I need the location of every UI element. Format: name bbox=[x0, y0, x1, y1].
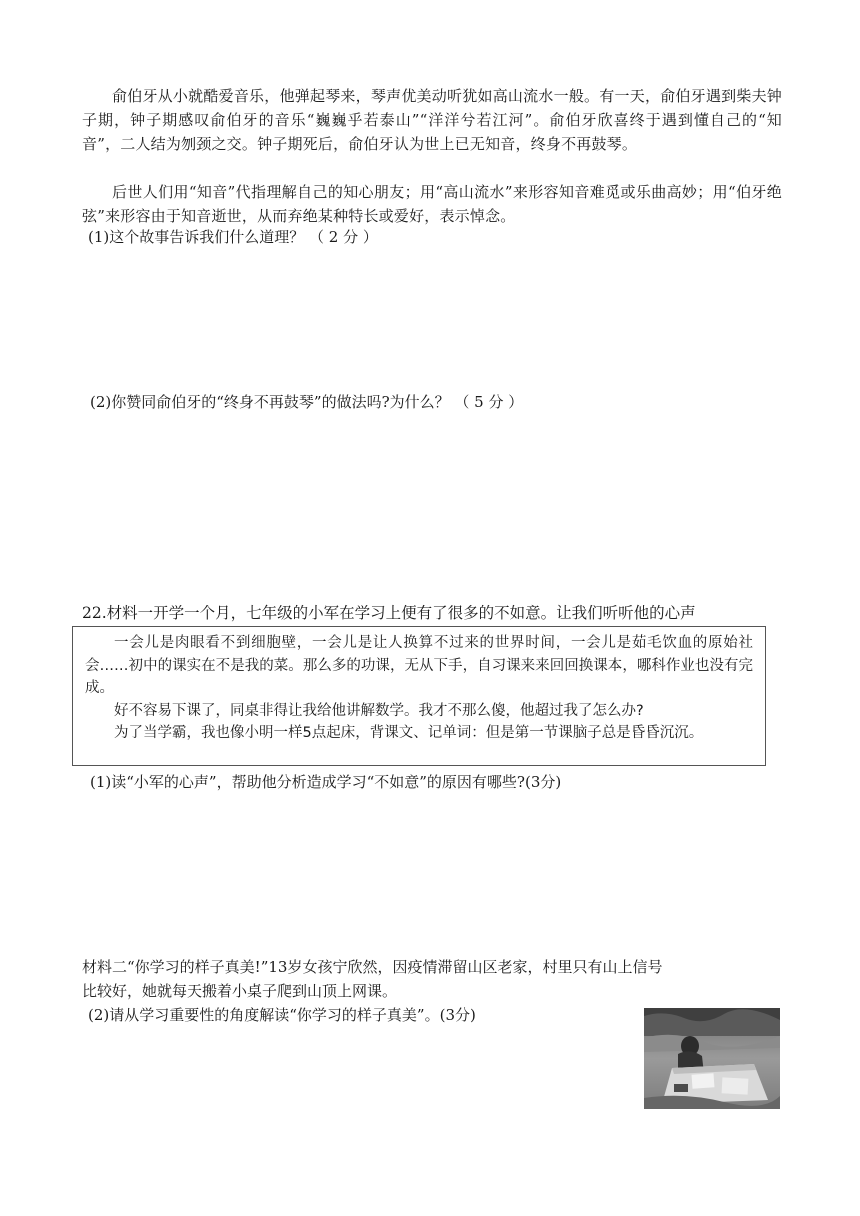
item-22-question-2: (2)请从学习重要性的角度解读“你学习的样子真美”。(3分) bbox=[88, 1006, 476, 1024]
material-two-line-1: 材料二“你学习的样子真美!”13岁女孩宁欣然，因疫情滞留山区老家，村里只有山上信号 bbox=[82, 958, 663, 976]
story-paragraph-2: 后世人们用“知音”代指理解自己的知心朋友；用“高山流水”来形容知音难觅或乐曲高妙；用“伯牙绝弦”来形容由于知音逝世，从而弃绝某种特长或爱好，表示悼念。 bbox=[82, 183, 782, 225]
girl-studying-photo bbox=[644, 1008, 780, 1109]
material-one-box bbox=[72, 626, 766, 766]
question-2: (2)你赞同俞伯牙的“终身不再鼓琴”的做法吗?为什么？ （ 5 分 ） bbox=[90, 393, 524, 411]
item-22-question-1: (1)读“小军的心声”，帮助他分析造成学习“不如意”的原因有哪些?(3分) bbox=[90, 773, 562, 791]
material-two-line-2: 比较好，她就每天搬着小桌子爬到山顶上网课。 bbox=[82, 982, 398, 1000]
box-paragraph-2: 好不容易下课了，同桌非得让我给他讲解数学。我才不那么傻，他超过我了怎么办? bbox=[114, 702, 644, 719]
box-paragraph-1: 一会儿是肉眼看不到细胞壁，一会儿是让人换算不过来的世界时间，一会儿是茹毛饮血的原始社会……初中的课实在不是我的菜。那么多的功课，无从下手，自习课来来回回换课本，哪科作业也没有完成。 bbox=[85, 635, 753, 696]
question-1: (1)这个故事告诉我们什么道理？ （ 2 分 ） bbox=[88, 228, 378, 246]
item-22-heading: 22.材料一开学一个月，七年级的小军在学习上便有了很多的不如意。让我们听听他的心声 bbox=[82, 604, 696, 622]
box-paragraph-3: 为了当学霸，我也像小明一样5点起床，背课文、记单词：但是第一节课脑子总是昏昏沉沉。 bbox=[114, 725, 704, 741]
story-paragraph-1: 俞伯牙从小就酷爱音乐，他弹起琴来，琴声优美动听犹如高山流水一般。有一天，俞伯牙遇到柴夫钟子期，钟子期感叹俞伯牙的音乐“巍巍乎若泰山”“洋洋兮若江河”。俞伯牙欣喜终于遇到懂自己的“知音”，二人结为刎颈之交。钟子期死后，俞伯牙认为世上已无知音，终身不再鼓琴。 bbox=[82, 87, 782, 153]
